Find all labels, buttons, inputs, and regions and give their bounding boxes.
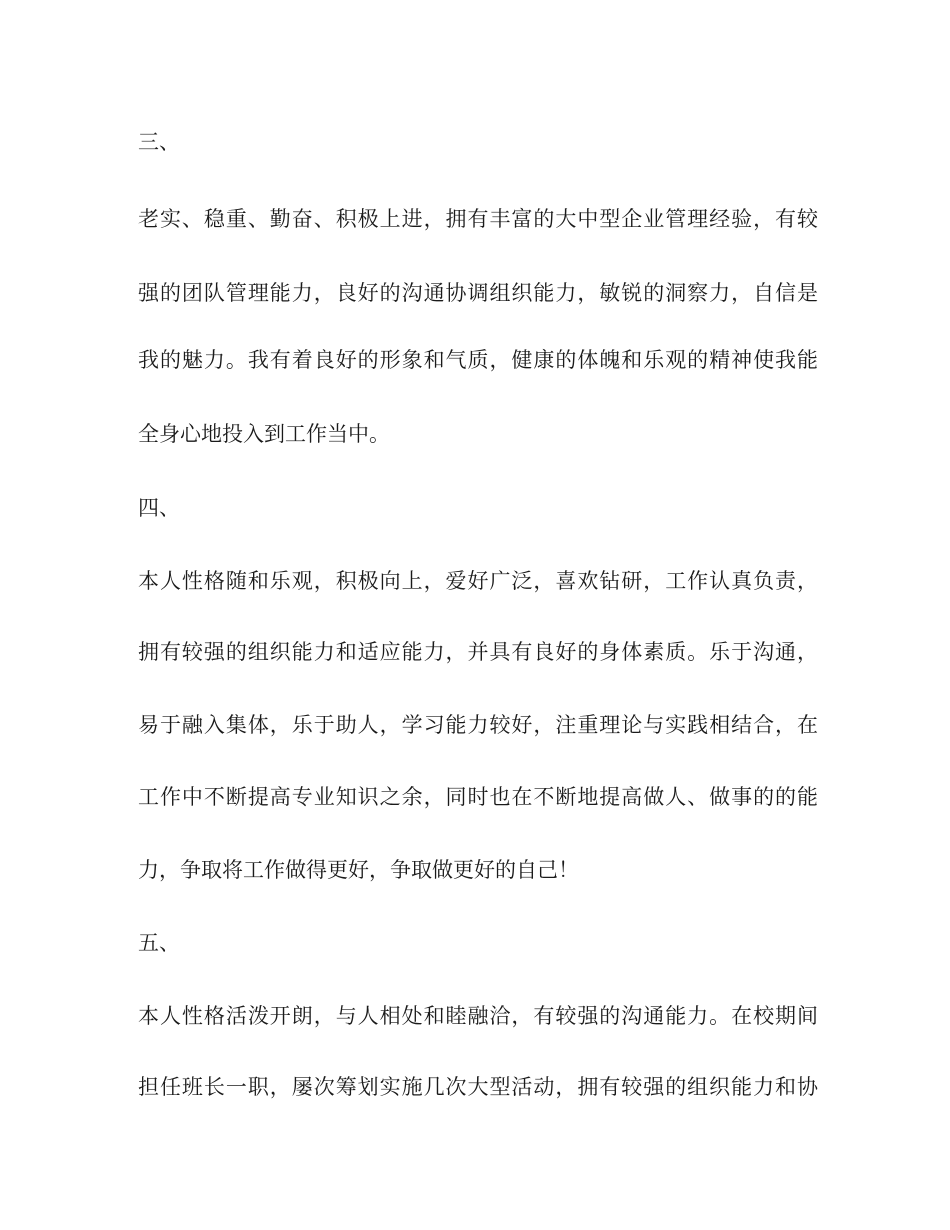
paragraph-line: 我的魅力。我有着良好的形象和气质，健康的体魄和乐观的精神使我能 (138, 348, 818, 372)
paragraph-line: 老实、稳重、勤奋、积极上进，拥有丰富的大中型企业管理经验，有较 (138, 207, 818, 231)
section-heading-3: 三、 (138, 130, 180, 154)
paragraph-line: 拥有较强的组织能力和适应能力，并具有良好的身体素质。乐于沟通， (138, 640, 818, 664)
paragraph-line: 担任班长一职，屡次筹划实施几次大型活动，拥有较强的组织能力和协 (138, 1075, 818, 1099)
section-heading-5: 五、 (138, 931, 180, 955)
paragraph-line: 力，争取将工作做得更好，争取做更好的自己！ (138, 858, 579, 882)
paragraph-line: 全身心地投入到工作当中。 (138, 422, 390, 446)
paragraph-line: 工作中不断提高专业知识之余，同时也在不断地提高做人、做事的的能 (138, 785, 818, 809)
paragraph-line: 本人性格随和乐观，积极向上，爱好广泛，喜欢钻研，工作认真负责， (138, 569, 818, 593)
paragraph-line: 强的团队管理能力，良好的沟通协调组织能力，敏锐的洞察力，自信是 (138, 281, 818, 305)
paragraph-line: 本人性格活泼开朗，与人相处和睦融洽，有较强的沟通能力。在校期间 (138, 1004, 818, 1028)
paragraph-line: 易于融入集体，乐于助人，学习能力较好，注重理论与实践相结合，在 (138, 713, 818, 737)
section-heading-4: 四、 (138, 496, 180, 520)
